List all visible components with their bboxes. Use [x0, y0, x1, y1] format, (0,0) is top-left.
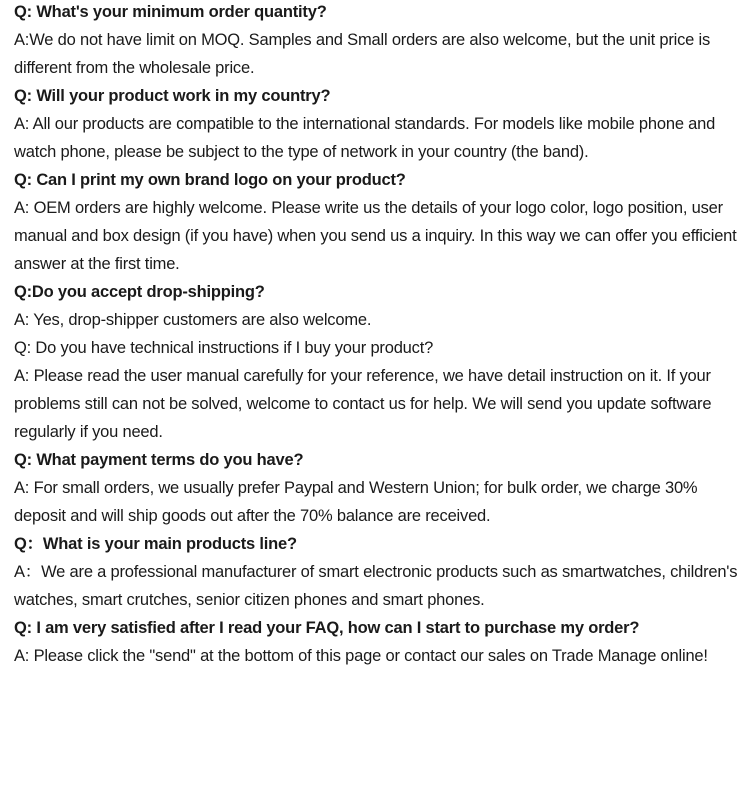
faq-answer: A:We do not have limit on MOQ. Samples and Small orders are also welcome, but the unit price is different from the wholesale price. [14, 31, 711, 77]
faq-answer: A：We are a professional manufacturer of smart electronic products such as smartwatches, children's watches, smart crutches, senior citizen phones and smart phones. [14, 563, 738, 609]
faq-item-moq [14, 0, 742, 82]
faq-question: Q: What's your minimum order quantity? [14, 3, 327, 21]
faq-item-purchase [14, 614, 742, 670]
faq-item-payment [14, 446, 742, 530]
faq-answer: A: All our products are compatible to the international standards. For models like mobile phone and watch phone, please be subject to the type of network in your country (the band). [14, 115, 716, 161]
faq-question: Q: I am very satisfied after I read your FAQ, how can I start to purchase my order? [14, 619, 640, 637]
faq-item-dropshipping [14, 278, 742, 334]
faq-answer: A: For small orders, we usually prefer Paypal and Western Union; for bulk order, we charge 30% deposit and will ship goods out after the 70% balance are received. [14, 479, 698, 525]
faq-question: Q：What is your main products line? [14, 535, 297, 553]
faq-answer: A: Please click the "send" at the bottom of this page or contact our sales on Trade Manage online! [14, 647, 708, 665]
faq-answer: A: Please read the user manual carefully for your reference, we have detail instruction on it. If your problems still can not be solved, welcome to contact us for help. We will send you update software regularly if you need. [14, 367, 712, 441]
faq-question: Q: Will your product work in my country? [14, 87, 331, 105]
faq-question: Q: Can I print my own brand logo on your product? [14, 171, 406, 189]
faq-answer: A: Yes, drop-shipper customers are also welcome. [14, 311, 372, 329]
faq-item-products-line [14, 530, 742, 614]
faq-question: Q:Do you accept drop-shipping? [14, 283, 265, 301]
faq-item-logo [14, 166, 742, 278]
faq-question: Q: Do you have technical instructions if I buy your product? [14, 339, 434, 357]
faq-question: Q: What payment terms do you have? [14, 451, 304, 469]
faq-list [14, 0, 742, 670]
faq-answer: A: OEM orders are highly welcome. Please write us the details of your logo color, logo position, user manual and box design (if you have) when you send us a inquiry. In this way we can offer you efficient answer at the first time. [14, 199, 737, 273]
faq-item-country [14, 82, 742, 166]
faq-item-instructions [14, 334, 742, 446]
